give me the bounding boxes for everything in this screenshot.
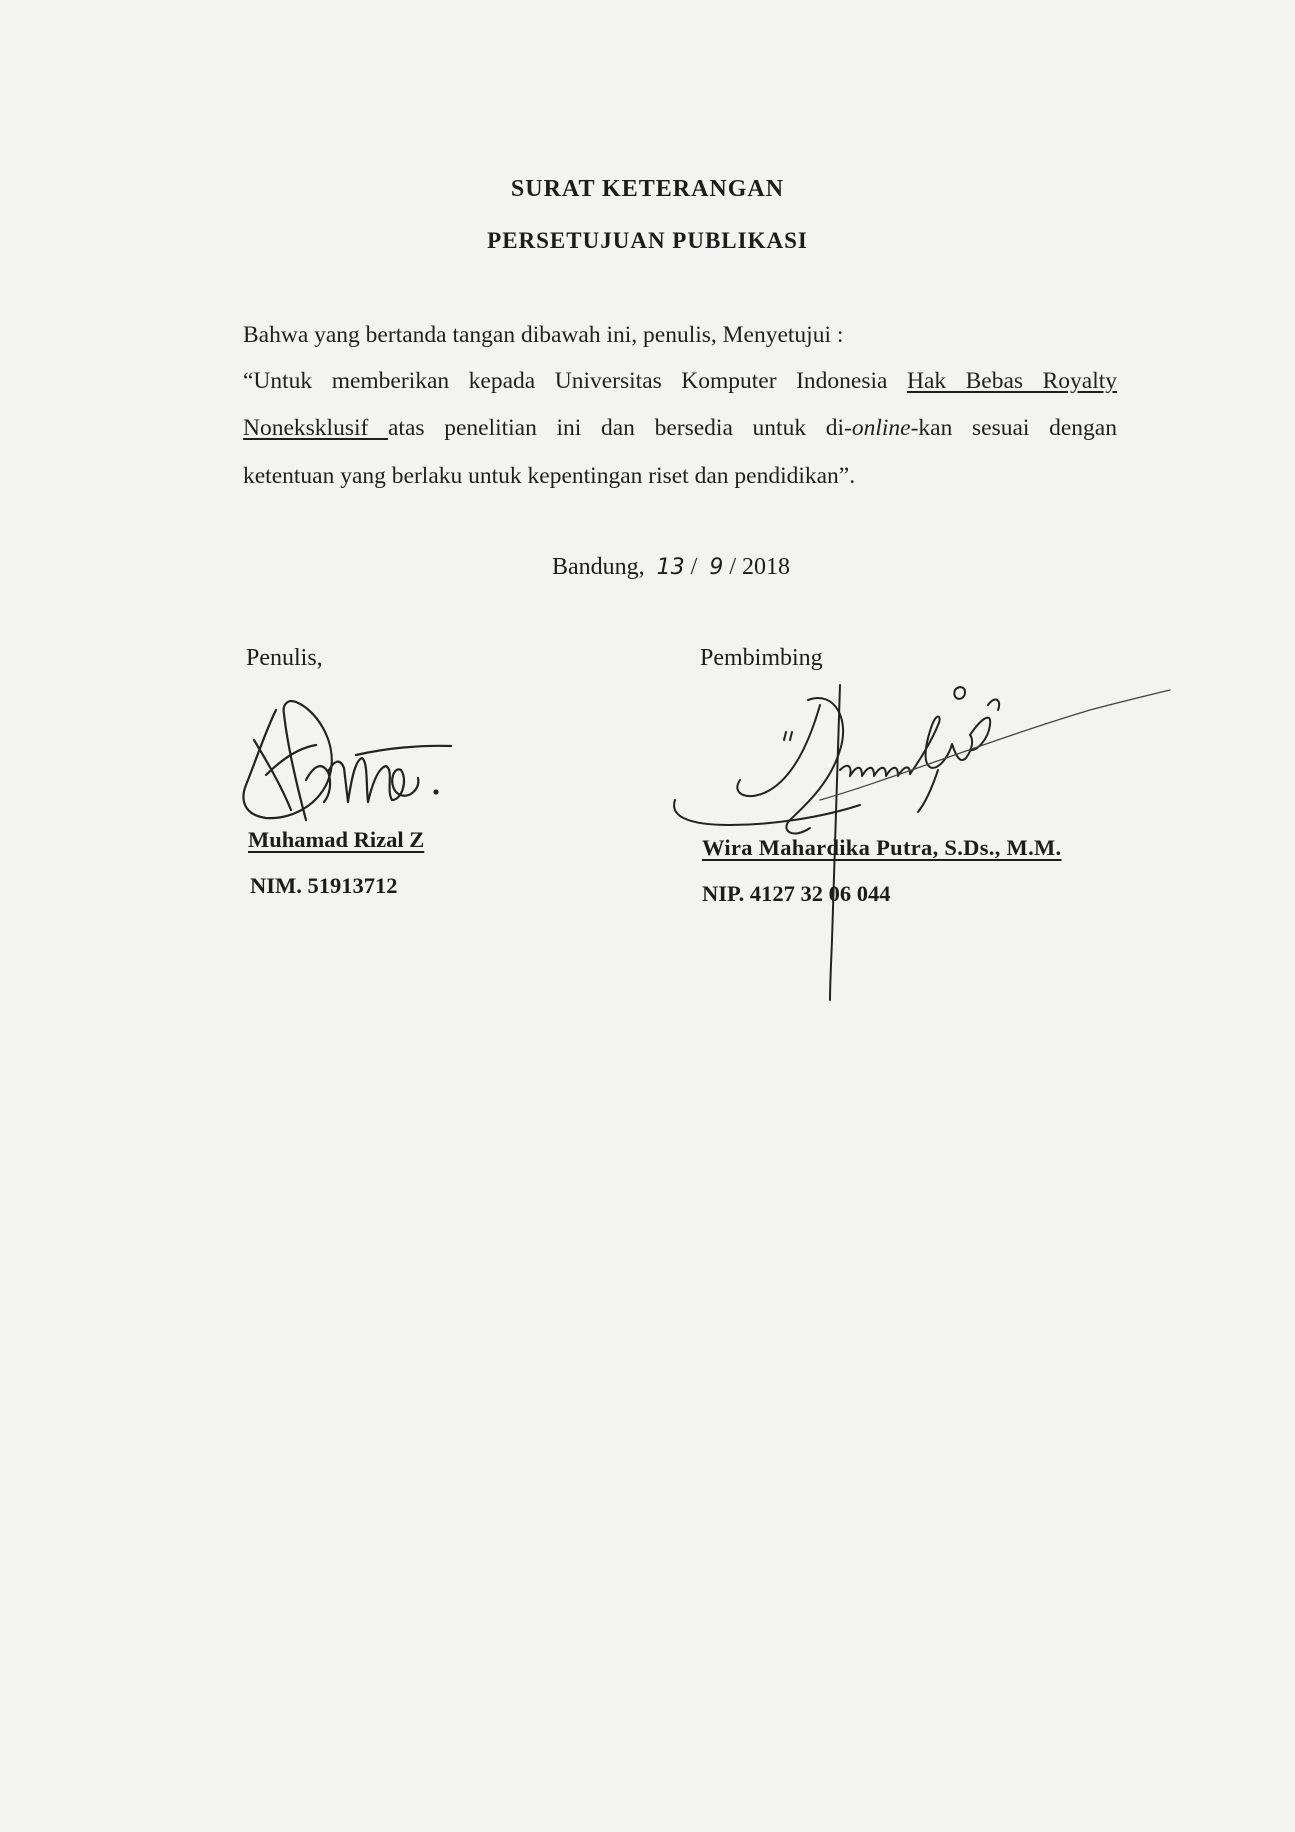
supervisor-role-label: Pembimbing (700, 645, 823, 671)
writer-signature (236, 690, 466, 840)
intro-statement: Bahwa yang bertanda tangan dibawah ini, penulis, Menyetujui : (243, 322, 844, 348)
quote-text-part1: “Untuk memberikan kepada Universitas Komputer Indonesia (243, 368, 907, 394)
nonexclusive-term-underlined: Noneksklusif (243, 415, 388, 441)
quote-line-2 (243, 415, 1117, 442)
quote-line-3: ketentuan yang berlaku untuk kepentingan riset dan pendidikan”. (243, 463, 856, 489)
quote-text-part2: atas penelitian ini dan bersedia untuk di- (388, 415, 852, 441)
quote-line-1 (243, 368, 1117, 395)
supervisor-name: Wira Mahardika Putra, S.Ds., M.M. (702, 835, 1062, 860)
date-place: Bandung, (552, 554, 645, 580)
date-month: 9 (709, 555, 724, 580)
date-day: 13 (656, 555, 685, 580)
quote-text-part3: -kan sesuai dengan (910, 415, 1117, 441)
royalty-term-underlined: Hak Bebas Royalty (906, 368, 1117, 394)
date-sep2: / (729, 554, 737, 580)
date-sep1: / (690, 554, 698, 580)
writer-student-id: NIM. 51913712 (250, 873, 398, 898)
document-subtitle: PERSETUJUAN PUBLIKASI (487, 228, 808, 253)
date-year: 2018 (742, 554, 791, 580)
writer-role-label: Penulis, (246, 645, 323, 671)
date-line (552, 554, 790, 581)
writer-name: Muhamad Rizal Z (248, 827, 425, 852)
document-title: SURAT KETERANGAN (510, 176, 785, 202)
online-italic: online (851, 415, 911, 441)
supervisor-employee-id: NIP. 4127 32 06 044 (702, 881, 891, 906)
